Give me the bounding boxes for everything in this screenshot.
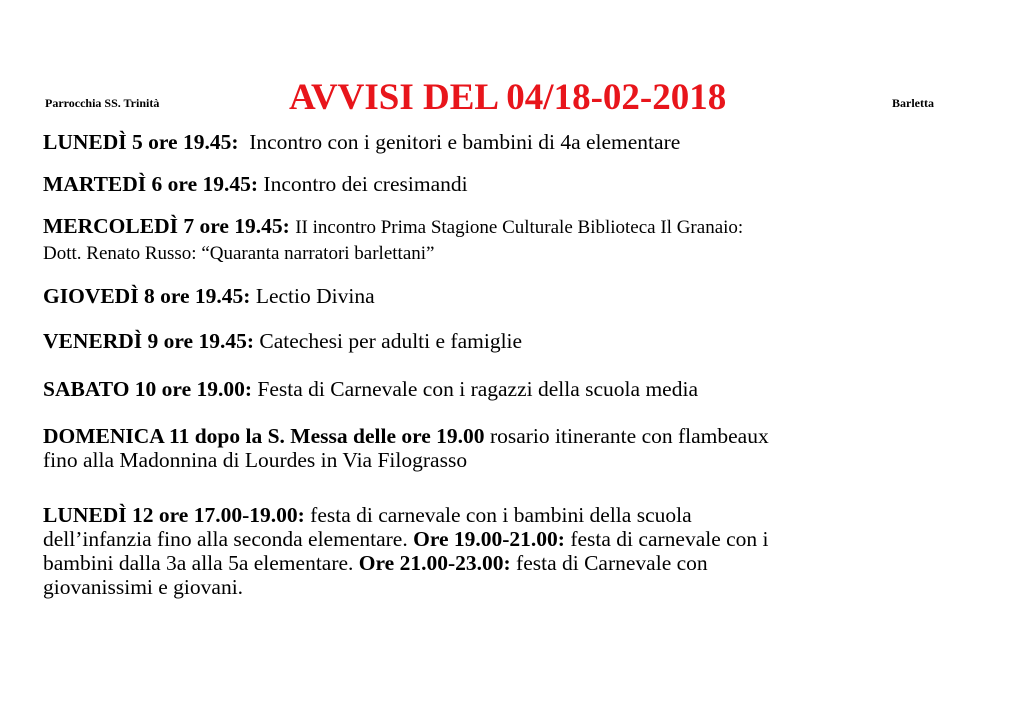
entry-heading: GIOVEDÌ 8 ore 19.45:	[43, 284, 251, 308]
entry-text: giovanissimi e giovani.	[43, 575, 244, 599]
page-title: AVVISI DEL 04/18-02-2018	[289, 77, 727, 118]
entry-text: rosario itinerante con flambeaux	[489, 424, 769, 448]
entry-text: dell’infanzia fino alla seconda elementare.	[43, 527, 408, 551]
entry-text-line2: Dott. Renato Russo: “Quaranta narratori barlettani”	[43, 243, 435, 264]
entry-text: festa di carnevale con i	[570, 527, 769, 551]
city-name: Barletta	[892, 96, 934, 110]
entry-text: II incontro Prima Stagione Culturale Biblioteca Il Granaio:	[295, 217, 744, 238]
entry-text: Incontro con i genitori e bambini di 4a elementare	[249, 130, 681, 154]
parish-name: Parrocchia SS. Trinità	[45, 96, 160, 110]
entry-text: Incontro dei cresimandi	[263, 172, 468, 196]
entry-sunday-11	[43, 424, 769, 472]
entry-saturday-10	[43, 377, 698, 401]
entry-heading: SABATO 10 ore 19.00:	[43, 377, 253, 401]
entry-subheading: Ore 21.00-23.00:	[358, 551, 511, 575]
entry-monday-5	[43, 130, 680, 154]
entry-tuesday-6	[43, 172, 468, 196]
entry-subheading: Ore 19.00-21.00:	[413, 527, 565, 551]
entry-monday-12	[43, 503, 769, 599]
entry-heading: VENERDÌ 9 ore 19.45:	[43, 329, 255, 353]
entry-text: Catechesi per adulti e famiglie	[259, 329, 523, 353]
entry-text: Lectio Divina	[255, 284, 375, 308]
entry-heading: MERCOLEDÌ 7 ore 19.45:	[43, 214, 290, 238]
entry-heading: MARTEDÌ 6 ore 19.45:	[43, 172, 259, 196]
entry-text: Festa di Carnevale con i ragazzi della scuola media	[257, 377, 698, 401]
entry-wednesday-7	[43, 214, 743, 266]
entry-heading: DOMENICA 11 dopo la S. Messa delle ore 19.00	[43, 424, 485, 448]
entry-text: festa di Carnevale con	[516, 551, 708, 575]
entry-friday-9	[43, 329, 522, 353]
entry-text-line2: fino alla Madonnina di Lourdes in Via Filograsso	[43, 448, 468, 472]
entry-heading: LUNEDÌ 5 ore 19.45:	[43, 130, 239, 154]
entry-text: festa di carnevale con i bambini della scuola	[310, 503, 692, 527]
entry-heading: LUNEDÌ 12 ore 17.00-19.00:	[43, 503, 305, 527]
entry-thursday-8	[43, 284, 375, 308]
entry-text: bambini dalla 3a alla 5a elementare.	[43, 551, 354, 575]
